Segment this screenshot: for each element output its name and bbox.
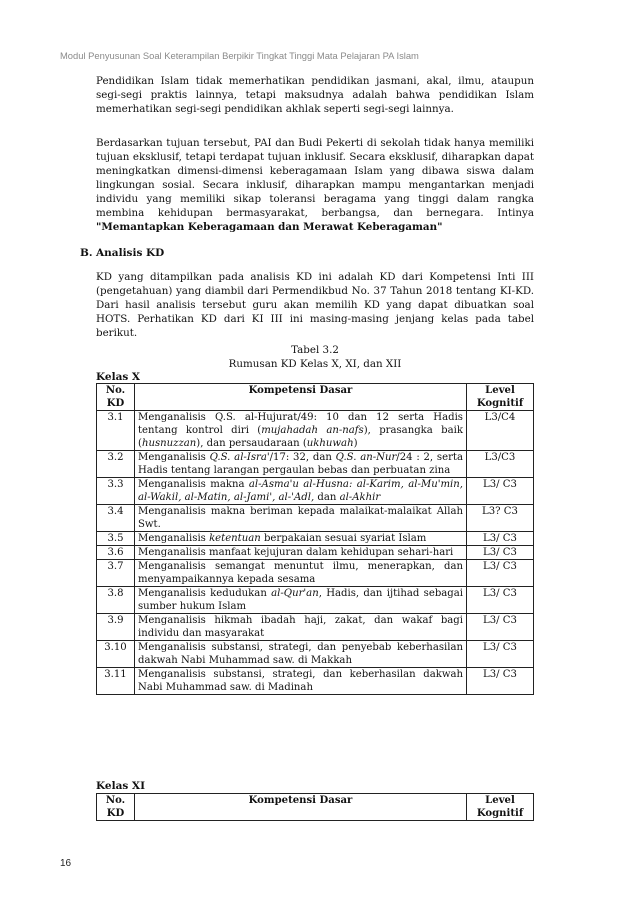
table-row — [97, 668, 534, 695]
kd-description: Menganalisis makna al-Asma'u al-Husna: al-Karim, al-Mu'min, al-Wakil, al-Matin, al-Jami', al-'Adl, dan al-Akhir — [135, 478, 467, 505]
table-header-row — [97, 384, 534, 411]
kd-number: 3.2 — [97, 451, 135, 478]
table-row — [97, 505, 534, 532]
paragraph-2-emphasis: "Memantapkan Keberagamaan dan Merawat Keberagaman" — [96, 221, 443, 233]
kd-level: L3/ C3 — [467, 587, 534, 614]
header-no-kd: No. KD — [97, 384, 135, 411]
table-caption-number: Tabel 3.2 — [291, 344, 339, 356]
kd-level: L3/ C3 — [467, 560, 534, 587]
paragraph-1: Pendidikan Islam tidak memerhatikan pendidikan jasmani, akal, ilmu, ataupun segi-segi praktis lainnya, tetapi maksudnya adalah bahwa pendidikan Islam memerhatikan segi-segi pendidikan akhlak seperti segi-segi lainnya. — [96, 75, 534, 115]
table-row — [97, 587, 534, 614]
header-kompetensi-dasar: Kompetensi Dasar — [135, 384, 467, 411]
kelas-xi-table — [96, 793, 534, 821]
kd-description: Menganalisis manfaat kejujuran dalam kehidupan sehari-hari — [135, 546, 467, 560]
section-heading-b — [80, 247, 164, 259]
kd-number: 3.5 — [97, 532, 135, 546]
paragraph-2-text: Berdasarkan tujuan tersebut, PAI dan Budi Pekerti di sekolah tidak hanya memiliki tujuan eksklusif, tetapi terdapat tujuan inklusif. Secara eksklusif, diharapkan dapat meningkatkan dimensi-dimensi keberagamaan Islam yang dibawa siswa dalam lingkungan sosial. Secara inklusif, diharapkan mampu mengantarkan menjadi individu yang memiliki sikap toleransi beragama yang tinggi dalam rangka membina kehidupan bermasyarakat, berbangsa, dan bernegara. Intinya — [96, 137, 534, 219]
kd-description: Menganalisis substansi, strategi, dan penyebab keberhasilan dakwah Nabi Muhammad saw. di Makkah — [135, 641, 467, 668]
table-row — [97, 614, 534, 641]
header-level-kognitif: Level Kognitif — [467, 384, 534, 411]
kd-description: Menganalisis ketentuan berpakaian sesuai syariat Islam — [135, 532, 467, 546]
table-row — [97, 532, 534, 546]
kd-number: 3.6 — [97, 546, 135, 560]
table-row — [97, 451, 534, 478]
paragraph-2 — [96, 136, 534, 234]
kd-description: Menganalisis Q.S. al-Hujurat/49: 10 dan 12 serta Hadis tentang kontrol diri (mujahadah an-nafs), prasangka baik (husnuzzan), dan persaudaraan (ukhuwah) — [135, 411, 467, 451]
header-no-kd: No. KD — [97, 794, 135, 821]
table-row — [97, 411, 534, 451]
kd-level: L3/C3 — [467, 451, 534, 478]
kelas-x-table — [96, 383, 534, 695]
page-number: 16 — [60, 858, 72, 869]
kd-description: Menganalisis hikmah ibadah haji, zakat, dan wakaf bagi individu dan masyarakat — [135, 614, 467, 641]
kd-level: L3? C3 — [467, 505, 534, 532]
section-title: Analisis KD — [96, 247, 165, 259]
table-header-row — [97, 794, 534, 821]
paragraph-3: KD yang ditampilkan pada analisis KD ini adalah KD dari Kompetensi Inti III (pengetahuan) yang diambil dari Permendikbud No. 37 Tahun 2018 tentang KI-KD. Dari hasil analisis tersebut guru akan memilih KD yang dapat dibuatkan soal HOTS. Perhatikan KD dari KI III ini masing-masing jenjang kelas pada tabel berikut. — [96, 271, 534, 339]
kd-description: Menganalisis substansi, strategi, dan keberhasilan dakwah Nabi Muhammad saw. di Madinah — [135, 668, 467, 695]
kd-number: 3.3 — [97, 478, 135, 505]
kd-level: L3/ C3 — [467, 478, 534, 505]
table-row — [97, 641, 534, 668]
section-letter: B. — [80, 247, 93, 259]
kd-level: L3/ C3 — [467, 532, 534, 546]
kelas-xi-label: Kelas XI — [96, 780, 145, 792]
table-row — [97, 560, 534, 587]
kd-level: L3/ C3 — [467, 668, 534, 695]
header-level-kognitif: Level Kognitif — [467, 794, 534, 821]
kelas-x-table-body — [97, 411, 534, 695]
kd-description: Menganalisis makna beriman kepada malaikat-malaikat Allah Swt. — [135, 505, 467, 532]
kd-number: 3.4 — [97, 505, 135, 532]
kd-number: 3.9 — [97, 614, 135, 641]
table-caption-title: Rumusan KD Kelas X, XI, dan XII — [228, 358, 402, 370]
kd-level: L3/ C3 — [467, 546, 534, 560]
kelas-x-label: Kelas X — [96, 371, 141, 383]
kd-number: 3.1 — [97, 411, 135, 451]
table-row — [97, 478, 534, 505]
kd-number: 3.11 — [97, 668, 135, 695]
kd-level: L3/C4 — [467, 411, 534, 451]
kd-description: Menganalisis semangat menuntut ilmu, menerapkan, dan menyampaikannya kepada sesama — [135, 560, 467, 587]
kd-number: 3.7 — [97, 560, 135, 587]
kd-number: 3.10 — [97, 641, 135, 668]
kd-number: 3.8 — [97, 587, 135, 614]
kd-description: Menganalisis Q.S. al-Isra'/17: 32, dan Q.S. an-Nur/24 : 2, serta Hadis tentang larangan pergaulan bebas dan perbuatan zina — [135, 451, 467, 478]
running-header: Modul Penyusunan Soal Keterampilan Berpikir Tingkat Tinggi Mata Pelajaran PA Islam — [60, 50, 419, 61]
header-kompetensi-dasar: Kompetensi Dasar — [135, 794, 467, 821]
kd-level: L3/ C3 — [467, 614, 534, 641]
kd-description: Menganalisis kedudukan al-Qur'an, Hadis, dan ijtihad sebagai sumber hukum Islam — [135, 587, 467, 614]
kd-level: L3/ C3 — [467, 641, 534, 668]
table-row — [97, 546, 534, 560]
